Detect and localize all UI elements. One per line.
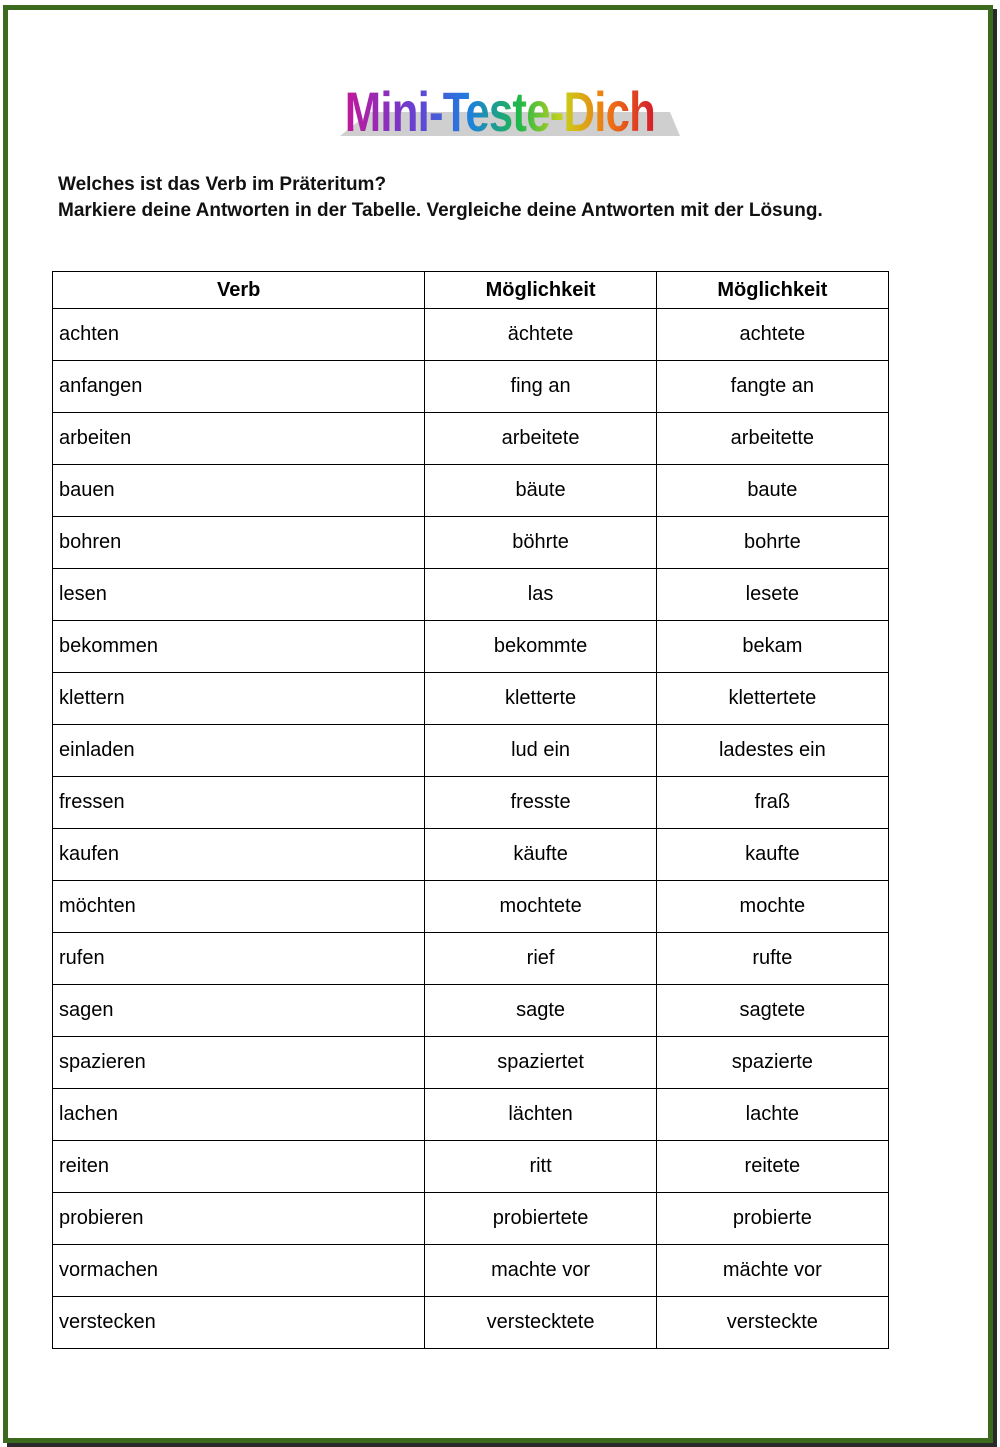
option-1-cell[interactable]: las — [425, 569, 656, 621]
table-row — [53, 413, 889, 465]
option-2-cell[interactable]: fraß — [656, 777, 888, 829]
option-1-cell[interactable]: fresste — [425, 777, 656, 829]
instruction-task: Markiere deine Antworten in der Tabelle. Vergleiche deine Antworten mit der Lösung. — [58, 200, 823, 221]
verb-cell: reiten — [53, 1141, 425, 1193]
verb-cell: fressen — [53, 777, 425, 829]
table-row — [53, 777, 889, 829]
option-2-cell[interactable]: lachte — [656, 1089, 888, 1141]
option-2-cell[interactable]: bohrte — [656, 517, 888, 569]
option-1-cell[interactable]: verstecktete — [425, 1297, 656, 1349]
verb-cell: lachen — [53, 1089, 425, 1141]
option-1-cell[interactable]: ächtete — [425, 309, 656, 361]
option-1-cell[interactable]: machte vor — [425, 1245, 656, 1297]
table-row — [53, 569, 889, 621]
option-1-cell[interactable]: fing an — [425, 361, 656, 413]
table-row — [53, 1037, 889, 1089]
option-1-cell[interactable]: bäute — [425, 465, 656, 517]
option-1-cell[interactable]: arbeitete — [425, 413, 656, 465]
option-1-cell[interactable]: ritt — [425, 1141, 656, 1193]
logo-title: Mini-Teste-Dich — [344, 80, 656, 143]
option-1-cell[interactable]: lächten — [425, 1089, 656, 1141]
header-verb: Verb — [53, 272, 425, 309]
verb-cell: bohren — [53, 517, 425, 569]
option-2-cell[interactable]: sagtete — [656, 985, 888, 1037]
verb-cell: einladen — [53, 725, 425, 777]
verb-cell: verstecken — [53, 1297, 425, 1349]
option-2-cell[interactable]: mächte vor — [656, 1245, 888, 1297]
option-1-cell[interactable]: bekommte — [425, 621, 656, 673]
table-row — [53, 1245, 889, 1297]
option-2-cell[interactable]: versteckte — [656, 1297, 888, 1349]
table-row — [53, 465, 889, 517]
option-1-cell[interactable]: käufte — [425, 829, 656, 881]
verb-cell: arbeiten — [53, 413, 425, 465]
option-1-cell[interactable]: spaziertet — [425, 1037, 656, 1089]
verb-cell: lesen — [53, 569, 425, 621]
option-1-cell[interactable]: probiertete — [425, 1193, 656, 1245]
instruction-question: Welches ist das Verb im Präteritum? — [58, 174, 387, 195]
option-2-cell[interactable]: spazierte — [656, 1037, 888, 1089]
option-2-cell[interactable]: probierte — [656, 1193, 888, 1245]
verb-cell: bauen — [53, 465, 425, 517]
verb-cell: probieren — [53, 1193, 425, 1245]
option-1-cell[interactable]: mochtete — [425, 881, 656, 933]
option-1-cell[interactable]: böhrte — [425, 517, 656, 569]
table-row — [53, 673, 889, 725]
option-1-cell[interactable]: lud ein — [425, 725, 656, 777]
verb-cell: sagen — [53, 985, 425, 1037]
option-2-cell[interactable]: klettertete — [656, 673, 888, 725]
option-1-cell[interactable]: rief — [425, 933, 656, 985]
verb-cell: möchten — [53, 881, 425, 933]
logo — [0, 80, 1000, 144]
option-2-cell[interactable]: bekam — [656, 621, 888, 673]
option-2-cell[interactable]: lesete — [656, 569, 888, 621]
verb-cell: vormachen — [53, 1245, 425, 1297]
verb-cell: anfangen — [53, 361, 425, 413]
table-row — [53, 361, 889, 413]
verb-cell: kaufen — [53, 829, 425, 881]
table-row — [53, 985, 889, 1037]
table-row — [53, 1089, 889, 1141]
header-option-2: Möglichkeit — [656, 272, 888, 309]
verb-cell: klettern — [53, 673, 425, 725]
verb-cell: achten — [53, 309, 425, 361]
verb-cell: rufen — [53, 933, 425, 985]
option-1-cell[interactable]: sagte — [425, 985, 656, 1037]
table-row — [53, 1141, 889, 1193]
table-row — [53, 621, 889, 673]
option-2-cell[interactable]: arbeitette — [656, 413, 888, 465]
verb-cell: spazieren — [53, 1037, 425, 1089]
table-row — [53, 881, 889, 933]
option-1-cell[interactable]: kletterte — [425, 673, 656, 725]
verb-cell: bekommen — [53, 621, 425, 673]
option-2-cell[interactable]: kaufte — [656, 829, 888, 881]
table-header-row — [53, 272, 889, 309]
verb-table — [52, 271, 889, 1349]
table-row — [53, 725, 889, 777]
option-2-cell[interactable]: ladestes ein — [656, 725, 888, 777]
option-2-cell[interactable]: achtete — [656, 309, 888, 361]
table-row — [53, 933, 889, 985]
table-row — [53, 517, 889, 569]
option-2-cell[interactable]: fangte an — [656, 361, 888, 413]
header-option-1: Möglichkeit — [425, 272, 656, 309]
table-row — [53, 1193, 889, 1245]
option-2-cell[interactable]: baute — [656, 465, 888, 517]
table-row — [53, 829, 889, 881]
instructions — [58, 172, 823, 224]
option-2-cell[interactable]: rufte — [656, 933, 888, 985]
table-row — [53, 309, 889, 361]
option-2-cell[interactable]: reitete — [656, 1141, 888, 1193]
option-2-cell[interactable]: mochte — [656, 881, 888, 933]
table-row — [53, 1297, 889, 1349]
